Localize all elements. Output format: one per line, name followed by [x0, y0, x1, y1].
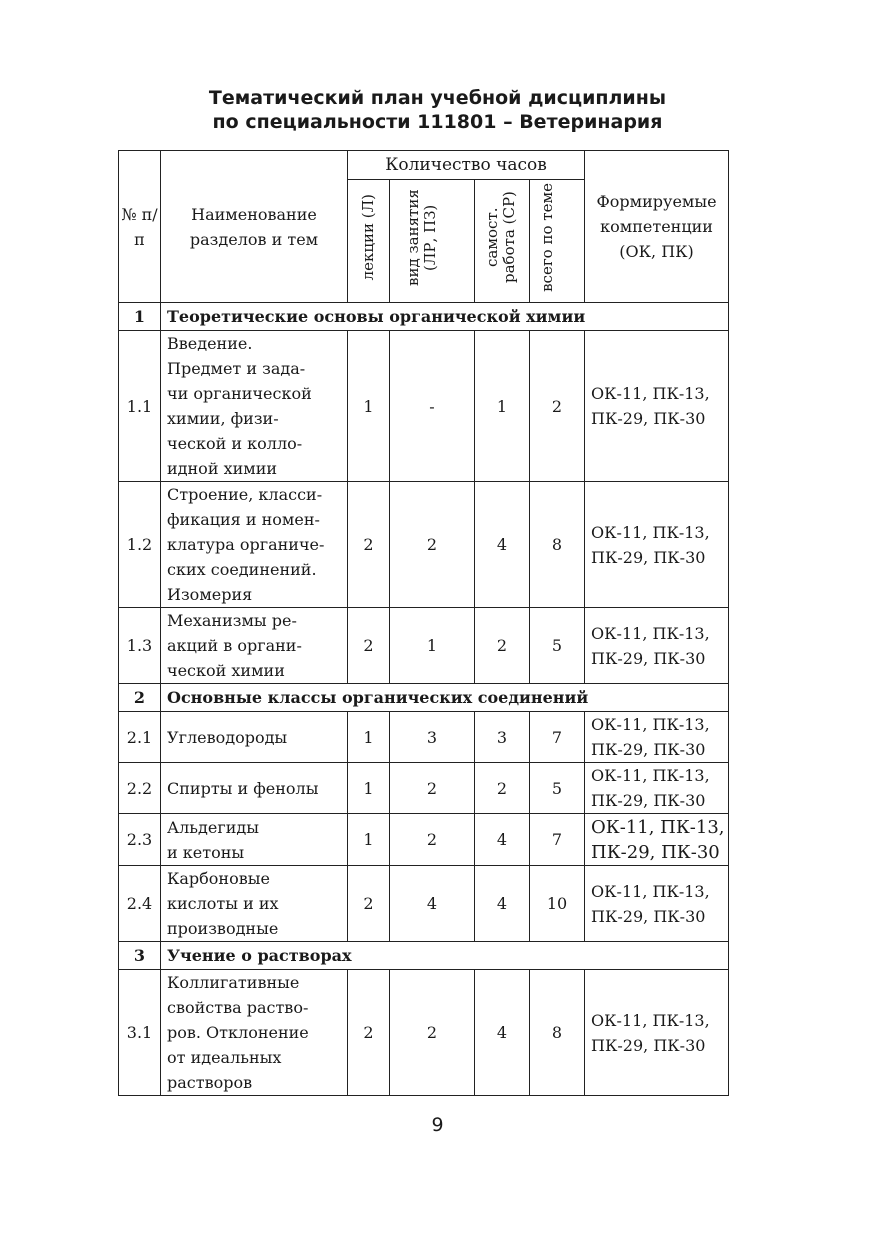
table-row — [119, 712, 729, 763]
row-total-hours: 7 — [530, 814, 585, 866]
row-number: 1.3 — [119, 608, 161, 684]
topic-name-line: акций в органи- — [167, 636, 302, 655]
header-hours-group — [348, 151, 585, 180]
competence-line: ОК-11, ПК-13, — [591, 623, 710, 643]
topic-name-line: от идеальных — [167, 1048, 282, 1067]
row-activity-hours: 1 — [390, 608, 475, 684]
row-self-study-hours: 4 — [475, 814, 530, 866]
header-competences — [585, 151, 729, 303]
table-row — [119, 763, 729, 814]
row-number: 2.3 — [119, 814, 161, 866]
topic-name-line: производные — [167, 919, 279, 938]
topic-name-line: идной химии — [167, 459, 278, 478]
title-line-1: Тематический план учебной дисциплины — [208, 87, 667, 109]
row-lectures-hours: 2 — [348, 866, 390, 942]
topic-name-line: Механизмы ре- — [167, 611, 297, 630]
row-competences — [585, 712, 729, 763]
row-total-hours: 2 — [530, 331, 585, 482]
table-row — [119, 331, 729, 482]
header-num-label: № п/п — [121, 204, 158, 249]
row-number: 1.2 — [119, 482, 161, 608]
header-self-label: самост. работа (СР) — [483, 191, 518, 284]
row-competences — [585, 331, 729, 482]
competence-line: ОК-11, ПК-13, — [591, 766, 710, 785]
row-number: 3.1 — [119, 970, 161, 1096]
section-number: 2 — [119, 684, 161, 712]
topic-name-line: фикация и номен- — [167, 510, 320, 529]
row-total-hours: 5 — [530, 763, 585, 814]
row-self-study-hours: 4 — [475, 970, 530, 1096]
thematic-plan-table — [118, 150, 729, 1096]
row-competences — [585, 866, 729, 942]
row-number: 1.1 — [119, 331, 161, 482]
header-name-label: Наименование разделов и тем — [189, 204, 319, 249]
section-number: 1 — [119, 303, 161, 331]
row-activity-hours: 2 — [390, 482, 475, 608]
topic-name-line: ческой химии — [167, 661, 285, 680]
section-title: Теоретические основы органической химии — [161, 303, 729, 331]
row-topic-name — [161, 970, 348, 1096]
row-self-study-hours: 2 — [475, 608, 530, 684]
competence-line: ОК-11, ПК-13, — [591, 715, 710, 734]
topic-name-line: Введение. — [167, 334, 253, 353]
table-body — [119, 303, 729, 1096]
row-topic-name — [161, 331, 348, 482]
row-competences — [585, 608, 729, 684]
competence-line: ПК-29, ПК-30 — [591, 740, 706, 759]
topic-name-line: растворов — [167, 1073, 253, 1092]
topic-name-line: Спирты и фенолы — [167, 778, 319, 798]
section-title: Учение о растворах — [161, 942, 729, 970]
row-competences — [585, 763, 729, 814]
header-num — [119, 151, 161, 303]
header-hours-label: Количество часов — [385, 154, 547, 175]
row-self-study-hours: 2 — [475, 763, 530, 814]
table-row — [119, 482, 729, 608]
row-competences — [585, 814, 729, 866]
competence-line: ПК-29, ПК-30 — [591, 1035, 706, 1055]
topic-name-line: Строение, класси- — [167, 485, 323, 504]
header-lectures — [348, 180, 390, 303]
row-total-hours: 8 — [530, 970, 585, 1096]
topic-name-line: Предмет и зада- — [167, 359, 306, 378]
row-activity-hours: 2 — [390, 763, 475, 814]
row-self-study-hours: 1 — [475, 331, 530, 482]
competence-line: ОК-11, ПК-13, — [591, 522, 710, 542]
row-lectures-hours: 2 — [348, 608, 390, 684]
row-lectures-hours: 1 — [348, 712, 390, 763]
topic-name-line: и кетоны — [167, 842, 245, 862]
competence-line: ОК-11, ПК-13, — [591, 384, 710, 403]
competence-line: ПК-29, ПК-30 — [591, 547, 706, 567]
row-number: 2.1 — [119, 712, 161, 763]
section-row — [119, 684, 729, 712]
competence-line: ОК-11, ПК-13, — [591, 816, 725, 838]
row-lectures-hours: 1 — [348, 814, 390, 866]
row-topic-name — [161, 712, 348, 763]
row-activity-hours: 4 — [390, 866, 475, 942]
topic-name-line: кислоты и их — [167, 894, 279, 913]
row-activity-hours: 3 — [390, 712, 475, 763]
topic-name-line: Углеводороды — [167, 727, 288, 747]
table-row — [119, 970, 729, 1096]
topic-name-line: ческой и колло- — [167, 434, 303, 453]
topic-name-line: ских соединений. — [167, 560, 317, 579]
topic-name-line: Карбоновые — [167, 869, 270, 888]
row-self-study-hours: 4 — [475, 866, 530, 942]
competence-line: ПК-29, ПК-30 — [591, 791, 706, 810]
topic-name-line: чи органической — [167, 384, 312, 403]
topic-name-line: свойства раство- — [167, 998, 309, 1017]
topic-name-line: клатура органиче- — [167, 535, 325, 554]
topic-name-line: Альдегиды — [167, 817, 259, 837]
title-line-2: по специальности 111801 – Ветеринария — [212, 111, 663, 133]
header-total — [530, 180, 585, 303]
topic-name-line: ров. Отклонение — [167, 1023, 309, 1042]
row-topic-name — [161, 608, 348, 684]
page-number: 9 — [431, 1114, 444, 1136]
row-lectures-hours: 1 — [348, 331, 390, 482]
row-total-hours: 8 — [530, 482, 585, 608]
row-lectures-hours: 2 — [348, 970, 390, 1096]
row-total-hours: 5 — [530, 608, 585, 684]
header-self — [475, 180, 530, 303]
competence-line: ПК-29, ПК-30 — [591, 841, 720, 863]
header-name — [161, 151, 348, 303]
row-lectures-hours: 2 — [348, 482, 390, 608]
header-lectures-label: лекции (Л) — [359, 194, 377, 281]
table-row — [119, 608, 729, 684]
header-activity-label: вид занятия (ЛР, ПЗ) — [404, 189, 439, 286]
row-total-hours: 7 — [530, 712, 585, 763]
row-number: 2.2 — [119, 763, 161, 814]
competence-line: ПК-29, ПК-30 — [591, 409, 706, 428]
row-topic-name — [161, 866, 348, 942]
topic-name-line: химии, физи- — [167, 409, 279, 428]
row-topic-name — [161, 482, 348, 608]
header-competences-label: Формируемые компетенции (ОК, ПК) — [596, 192, 717, 261]
competence-line: ПК-29, ПК-30 — [591, 906, 706, 926]
row-total-hours: 10 — [530, 866, 585, 942]
topic-name-line: Коллигативные — [167, 973, 300, 992]
section-number: 3 — [119, 942, 161, 970]
document-title — [0, 86, 875, 134]
row-topic-name — [161, 763, 348, 814]
table-row — [119, 814, 729, 866]
row-activity-hours: 2 — [390, 814, 475, 866]
section-row — [119, 942, 729, 970]
competence-line: ПК-29, ПК-30 — [591, 648, 706, 668]
row-self-study-hours: 4 — [475, 482, 530, 608]
table-row — [119, 866, 729, 942]
row-number: 2.4 — [119, 866, 161, 942]
header-total-label: всего по теме — [538, 183, 557, 292]
section-row — [119, 303, 729, 331]
row-self-study-hours: 3 — [475, 712, 530, 763]
row-topic-name — [161, 814, 348, 866]
competence-line: ОК-11, ПК-13, — [591, 881, 710, 901]
topic-name-line: Изомерия — [167, 585, 253, 604]
section-title: Основные классы органических соединений — [161, 684, 729, 712]
row-competences — [585, 482, 729, 608]
row-activity-hours: 2 — [390, 970, 475, 1096]
row-competences — [585, 970, 729, 1096]
competence-line: ОК-11, ПК-13, — [591, 1010, 710, 1030]
header-activity — [390, 180, 475, 303]
row-lectures-hours: 1 — [348, 763, 390, 814]
row-activity-hours: - — [390, 331, 475, 482]
table-header — [119, 151, 729, 303]
